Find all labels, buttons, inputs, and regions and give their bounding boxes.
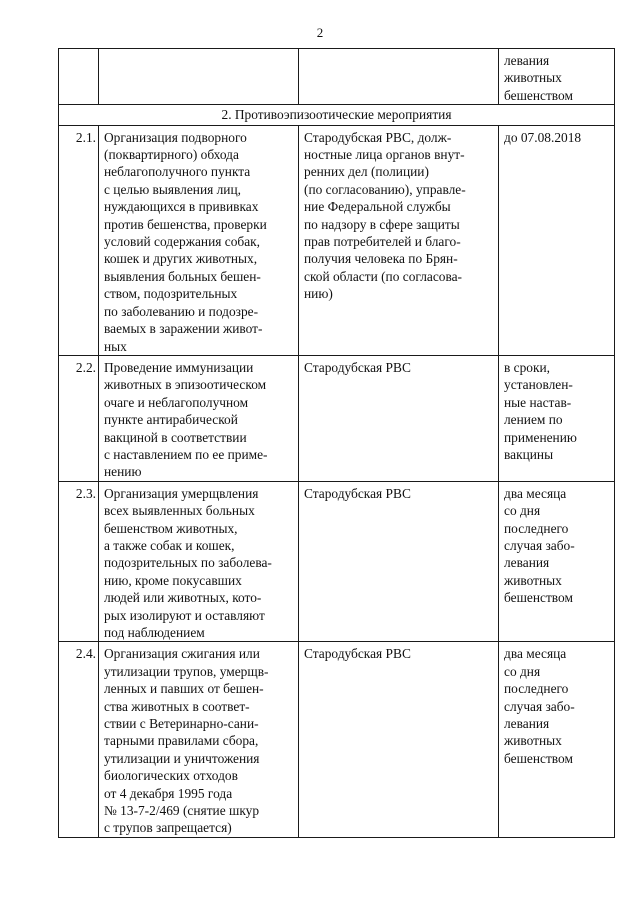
responsible-cell — [299, 481, 499, 642]
activity-line: от 4 декабря 1995 года — [104, 785, 233, 801]
section-heading-cell — [59, 105, 615, 125]
activity-line: людей или животных, кото- — [104, 590, 262, 606]
deadline-line: бешенством — [504, 590, 573, 606]
activity-line: вакциной в соответствии — [104, 429, 247, 445]
deadline-line: до 07.08.2018 — [504, 129, 582, 145]
deadline-line: два месяца — [504, 646, 567, 662]
activity-line: Проведение иммунизации — [104, 359, 254, 375]
activity-line: биологических отходов — [104, 768, 238, 784]
responsible-line: Стародубская РВС — [304, 485, 411, 501]
activity-line: против бешенства, проверки — [104, 216, 267, 232]
deadline-line: лением по — [504, 412, 563, 428]
deadline-line: установлен- — [504, 377, 573, 393]
activity-line: ных — [104, 338, 127, 354]
activity-line: нению — [104, 464, 142, 480]
activity-cell — [99, 355, 299, 481]
activity-line: очаге и неблагополучном — [104, 394, 249, 410]
responsible-line: ской области (по согласова- — [304, 268, 463, 284]
activity-line: с трупов запрещается) — [104, 820, 232, 836]
responsible-cell — [299, 642, 499, 837]
activity-line: тарными правилами сбора, — [104, 733, 259, 749]
deadline-line: бешенством — [504, 87, 573, 103]
deadline-line: вакцины — [504, 446, 554, 462]
measure-row — [59, 481, 615, 642]
deadline-line: ные настав- — [504, 394, 572, 410]
deadline-line: в сроки, — [504, 359, 551, 375]
activity-line: утилизации трупов, умерщв- — [104, 663, 269, 679]
deadline-line: со дня — [504, 663, 541, 679]
deadline-line: случая забо- — [504, 537, 575, 553]
activity-line: выявления больных бешен- — [104, 268, 261, 284]
responsible-line: ние Федеральной службы — [304, 199, 451, 215]
deadline-line: левания — [504, 555, 550, 571]
carryover-activity-cell — [99, 49, 299, 105]
measure-row — [59, 355, 615, 481]
activity-line: пункте антирабической — [104, 412, 238, 428]
activity-line: а также собак и кошек, — [104, 537, 235, 553]
activity-line: с наставлением по ее приме- — [104, 446, 268, 462]
deadline-line: последнего — [504, 681, 569, 697]
responsible-line: прав потребителей и благо- — [304, 234, 461, 250]
activity-line: бешенством животных, — [104, 520, 238, 536]
section-title: 2. Противоэпизоотические мероприятия — [221, 107, 452, 123]
measures-table — [58, 48, 615, 838]
activity-line: Организация подворного — [104, 129, 247, 145]
activity-cell — [99, 481, 299, 642]
deadline-line: два месяца — [504, 485, 567, 501]
deadline-cell — [499, 125, 615, 355]
activity-line: условий содержания собак, — [104, 234, 261, 250]
responsible-line: (по согласованию), управле- — [304, 181, 466, 197]
item-number: 2.1. — [59, 125, 99, 355]
deadline-line: бешенством — [504, 750, 573, 766]
responsible-line: ностные лица органов внут- — [304, 147, 465, 163]
responsible-line: получия человека по Брян- — [304, 251, 458, 267]
responsible-line: ренних дел (полиции) — [304, 164, 429, 180]
activity-line: животных в эпизоотическом — [104, 377, 267, 393]
activity-line: под наблюдением — [104, 625, 205, 640]
deadline-cell — [499, 642, 615, 837]
item-number: 2.2. — [59, 355, 99, 481]
carryover-responsible-cell — [299, 49, 499, 105]
responsible-line: по надзору в сфере защиты — [304, 216, 460, 232]
section-heading-row — [59, 105, 615, 125]
page-number: 2 — [316, 25, 324, 40]
responsible-line: Стародубская РВС — [304, 359, 411, 375]
activity-line: № 13-7-2/469 (снятие шкур — [104, 803, 260, 819]
deadline-line: животных — [504, 572, 562, 588]
deadline-line: животных — [504, 70, 562, 86]
item-number: 2.4. — [59, 642, 99, 837]
activity-line: с целью выявления лиц, — [104, 181, 241, 197]
activity-cell — [99, 125, 299, 355]
activity-line: неблагополучного пункта — [104, 164, 251, 180]
deadline-line: животных — [504, 733, 562, 749]
activity-line: ствии с Ветеринарно-сани- — [104, 716, 259, 732]
deadline-line: последнего — [504, 520, 569, 536]
activity-line: ленных и павших от бешен- — [104, 681, 264, 697]
activity-line: утилизации и уничтожения — [104, 750, 260, 766]
deadline-cell — [499, 481, 615, 642]
activity-line: Организация умерщвления — [104, 485, 259, 501]
activity-line: подозрительных по заболева- — [104, 555, 272, 571]
carryover-row — [59, 49, 615, 105]
activity-line: нуждающихся в прививках — [104, 199, 259, 215]
activity-line: нию, кроме покусавших — [104, 572, 242, 588]
activity-line: всех выявленных больных — [104, 503, 255, 519]
carryover-number-cell — [59, 49, 99, 105]
activity-cell — [99, 642, 299, 837]
activity-line: ваемых в заражении живот- — [104, 321, 263, 337]
deadline-line: со дня — [504, 503, 541, 519]
activity-line: по заболеванию и подозре- — [104, 303, 259, 319]
responsible-cell — [299, 355, 499, 481]
responsible-line: Стародубская РВС, долж- — [304, 129, 452, 145]
activity-line: кошек и других животных, — [104, 251, 258, 267]
activity-line: ства животных в соответ- — [104, 698, 250, 714]
deadline-cell — [499, 355, 615, 481]
deadline-line: случая забо- — [504, 698, 575, 714]
deadline-line: левания — [504, 53, 550, 68]
deadline-line: левания — [504, 716, 550, 732]
activity-line: ством, подозрительных — [104, 286, 238, 302]
carryover-deadline-cell — [499, 49, 615, 105]
responsible-cell — [299, 125, 499, 355]
activity-line: Организация сжигания или — [104, 646, 260, 662]
responsible-line: Стародубская РВС — [304, 646, 411, 662]
item-number: 2.3. — [59, 481, 99, 642]
measure-row — [59, 642, 615, 837]
deadline-line: применению — [504, 429, 577, 445]
responsible-line: нию) — [304, 286, 333, 302]
activity-line: рых изолируют и оставляют — [104, 607, 265, 623]
activity-line: (поквартирного) обхода — [104, 147, 239, 163]
measure-row — [59, 125, 615, 355]
